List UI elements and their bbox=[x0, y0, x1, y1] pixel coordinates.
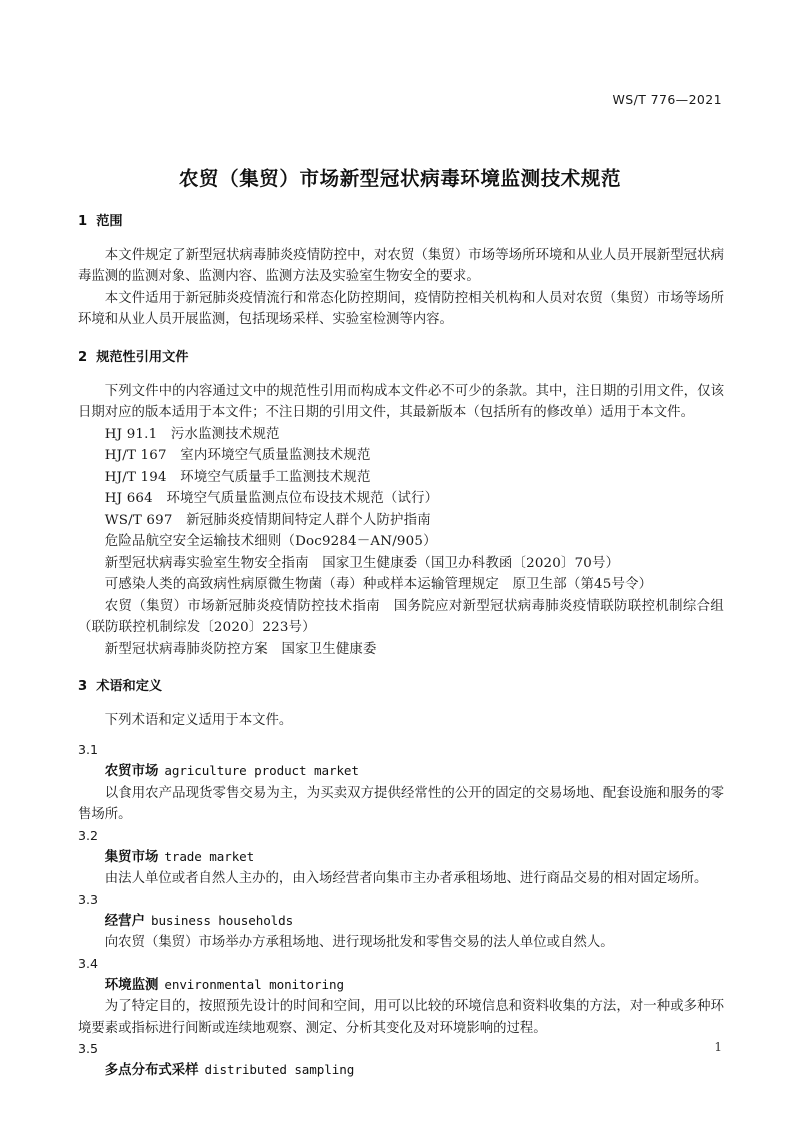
normative-references-intro: 下列文件中的内容通过文中的规范性引用而构成本文件必不可少的条款。其中，注日期的引用文件，仅该日期对应的版本适用于本文件；不注日期的引用文件，其最新版本（包括所有的修改单）适用于本文件。 bbox=[78, 383, 724, 421]
term-title-3-3 bbox=[78, 910, 724, 933]
list-item: HJ 664 环境空气质量监测点位布设技术规范（试行） bbox=[104, 491, 439, 507]
scope-paragraph-1: 本文件规定了新型冠状病毒肺炎疫情防控中，对农贸（集贸）市场等场所环境和从业人员开展新型冠状病毒监测的监测对象、监测内容、监测方法及实验室生物安全的要求。 bbox=[78, 247, 724, 285]
term-name-en: environmental monitoring bbox=[164, 976, 344, 992]
section-heading-normative-references bbox=[78, 348, 724, 368]
section-title-scope: 范围 bbox=[96, 214, 123, 229]
section-number-scope: 1 bbox=[78, 214, 88, 229]
section-title-normative-references: 规范性引用文件 bbox=[96, 349, 189, 365]
document-body bbox=[78, 212, 724, 1082]
section-heading-terms bbox=[78, 677, 724, 697]
term-number-3-3: 3.3 bbox=[78, 891, 99, 907]
list-item: 新型冠状病毒肺炎防控方案 国家卫生健康委 bbox=[104, 641, 377, 657]
list-item: 农贸（集贸）市场新冠肺炎疫情防控技术指南 国务院应对新型冠状病毒肺炎疫情联防联控机制综合组（联防联控机制综发〔2020〕223号） bbox=[78, 598, 724, 636]
term-number-3-4: 3.4 bbox=[78, 955, 99, 971]
term-number-3-1: 3.1 bbox=[78, 742, 99, 758]
list-item: HJ/T 194 环境空气质量手工监测技术规范 bbox=[104, 469, 371, 485]
normative-reference-list bbox=[78, 424, 724, 661]
term-name-en: business households bbox=[150, 912, 294, 928]
term-title-3-2 bbox=[78, 846, 724, 869]
term-name-cn: 环境监测 bbox=[104, 977, 159, 993]
page-title: 农贸（集贸）市场新型冠状病毒环境监测技术规范 bbox=[178, 167, 622, 191]
list-item: 危险品航空安全运输技术细则（Doc9284－AN/905） bbox=[104, 534, 437, 550]
list-item: 可感染人类的高致病性病原微生物菌（毒）种或样本运输管理规定 原卫生部（第45号令） bbox=[104, 577, 653, 593]
term-definition-3-3: 向农贸（集贸）市场举办方承租场地、进行现场批发和零售交易的法人单位或自然人。 bbox=[104, 935, 614, 951]
list-item: 新型冠状病毒实验室生物安全指南 国家卫生健康委（国卫办科教函〔2020〕70号） bbox=[104, 555, 620, 571]
term-title-3-4 bbox=[78, 974, 724, 997]
term-number-3-2: 3.2 bbox=[78, 827, 99, 843]
term-definition-3-4: 为了特定目的，按照预先设计的时间和空间，用可以比较的环境信息和资料收集的方法，对一种或多种环境要素或指标进行间断或连续地观察、测定、分析其变化及对环境影响的过程。 bbox=[78, 999, 724, 1036]
term-number-3-5: 3.5 bbox=[78, 1041, 99, 1057]
term-definition-3-1: 以食用农产品现货零售交易为主，为买卖双方提供经常性的公开的固定的交易场地、配套设施和服务的零售场所。 bbox=[78, 785, 724, 823]
term-name-en: trade market bbox=[164, 848, 255, 864]
list-item: HJ 91.1 污水监测技术规范 bbox=[104, 426, 280, 442]
list-item: HJ/T 167 室内环境空气质量监测技术规范 bbox=[104, 448, 371, 464]
term-name-cn: 集贸市场 bbox=[104, 849, 159, 865]
term-title-3-5 bbox=[78, 1059, 724, 1082]
running-header bbox=[78, 92, 722, 107]
section-heading-scope bbox=[78, 212, 724, 232]
list-item: WS/T 697 新冠肺炎疫情期间特定人群个人防护指南 bbox=[104, 512, 431, 528]
term-title-3-1 bbox=[78, 760, 724, 783]
section-title-terms: 术语和定义 bbox=[96, 679, 163, 695]
term-name-cn: 多点分布式采样 bbox=[104, 1063, 199, 1079]
standard-code: WS/T 776—2021 bbox=[612, 92, 722, 107]
term-name-cn: 经营户 bbox=[104, 913, 145, 929]
scope-paragraph-2: 本文件适用于新冠肺炎疫情流行和常态化防控期间，疫情防控相关机构和人员对农贸（集贸）市场等场所环境和从业人员开展监测，包括现场采样、实验室检测等内容。 bbox=[78, 290, 724, 328]
section-number-normative-references: 2 bbox=[78, 349, 88, 365]
term-name-cn: 农贸市场 bbox=[104, 764, 159, 780]
term-name-en: agriculture product market bbox=[164, 763, 359, 779]
terms-intro: 下列术语和定义适用于本文件。 bbox=[104, 712, 293, 728]
term-definition-3-2: 由法人单位或者自然人主办的，由入场经营者向集市主办者承租场地、进行商品交易的相对固定场所。 bbox=[104, 871, 708, 887]
section-number-terms: 3 bbox=[78, 679, 88, 695]
term-name-en: distributed sampling bbox=[204, 1062, 355, 1078]
footer-page-number: 1 bbox=[714, 1040, 722, 1054]
